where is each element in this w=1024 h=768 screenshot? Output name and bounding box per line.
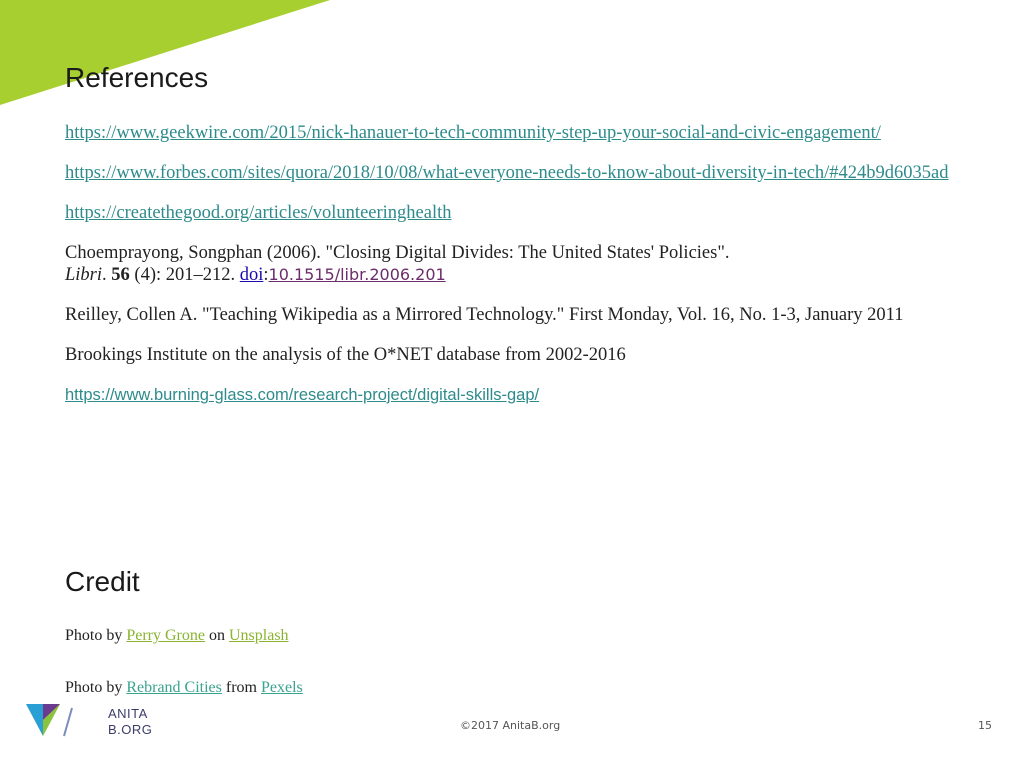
references-list bbox=[65, 122, 985, 406]
reference-item bbox=[65, 384, 985, 406]
logo-line1: ANITA bbox=[108, 706, 148, 721]
forbes-link[interactable]: https://www.forbes.com/sites/quora/2018/10/08/what-everyone-needs-to-know-about-diversity-in-tech/#424b9d6035ad bbox=[65, 163, 949, 183]
reference-item bbox=[65, 162, 985, 184]
citation-text: Reilley, Collen A. "Teaching Wikipedia as a Mirrored Technology." First Monday, Vol. 16, No. 1-3, January 2011 bbox=[65, 305, 904, 325]
credit-prefix: Photo by bbox=[65, 627, 123, 644]
anitab-logo bbox=[26, 704, 153, 738]
logo-mark-icon bbox=[26, 704, 78, 738]
source-link[interactable]: Unsplash bbox=[228, 627, 289, 644]
author-link[interactable]: Rebrand Cities bbox=[126, 679, 222, 696]
createthegood-link[interactable]: https://createthegood.org/articles/volunteeringhealth bbox=[65, 203, 452, 223]
credit-line bbox=[65, 627, 289, 645]
reference-item bbox=[65, 304, 985, 326]
reference-item bbox=[65, 122, 985, 144]
reference-item bbox=[65, 344, 985, 366]
reference-item: Choemprayong, Songphan (2006). "Closing Digital Divides: The United States' Policies". Libri. 56 (4): 201–212. doi:10.1515/libr.2006.201 bbox=[65, 243, 730, 285]
reference-item bbox=[65, 202, 985, 224]
citation-text: Brookings Institute on the analysis of the O*NET database from 2002-2016 bbox=[65, 345, 626, 365]
credit-mid: on bbox=[208, 627, 225, 644]
credit-prefix: Photo by bbox=[65, 679, 123, 696]
doi-value-link[interactable]: 10.1515/libr.2006.201 bbox=[268, 265, 446, 284]
copyright-text: ©2017 AnitaB.org bbox=[460, 719, 561, 732]
credit-heading: Credit bbox=[65, 566, 140, 597]
page-number: 15 bbox=[978, 719, 992, 732]
references-heading: References bbox=[65, 62, 209, 93]
doi-link[interactable]: doi bbox=[239, 265, 264, 285]
author-link[interactable]: Perry Grone bbox=[126, 627, 205, 644]
issue-pages: (4): 201–212. bbox=[134, 265, 236, 285]
credit-mid: from bbox=[225, 679, 257, 696]
journal-name: Libri bbox=[65, 265, 103, 285]
source-link[interactable]: Pexels bbox=[261, 679, 303, 696]
burning-glass-link[interactable]: https://www.burning-glass.com/research-project/digital-skills-gap/ bbox=[65, 386, 540, 404]
journal-volume: 56 bbox=[111, 265, 130, 285]
geekwire-link[interactable]: https://www.geekwire.com/2015/nick-hanauer-to-tech-community-step-up-your-social-and-civic-engagement/ bbox=[65, 123, 881, 143]
citation-text: Choemprayong, Songphan (2006). "Closing Digital Divides: The United States' Policies". bbox=[65, 243, 730, 263]
credit-line bbox=[65, 679, 303, 697]
logo-line2: B.ORG bbox=[108, 722, 153, 737]
